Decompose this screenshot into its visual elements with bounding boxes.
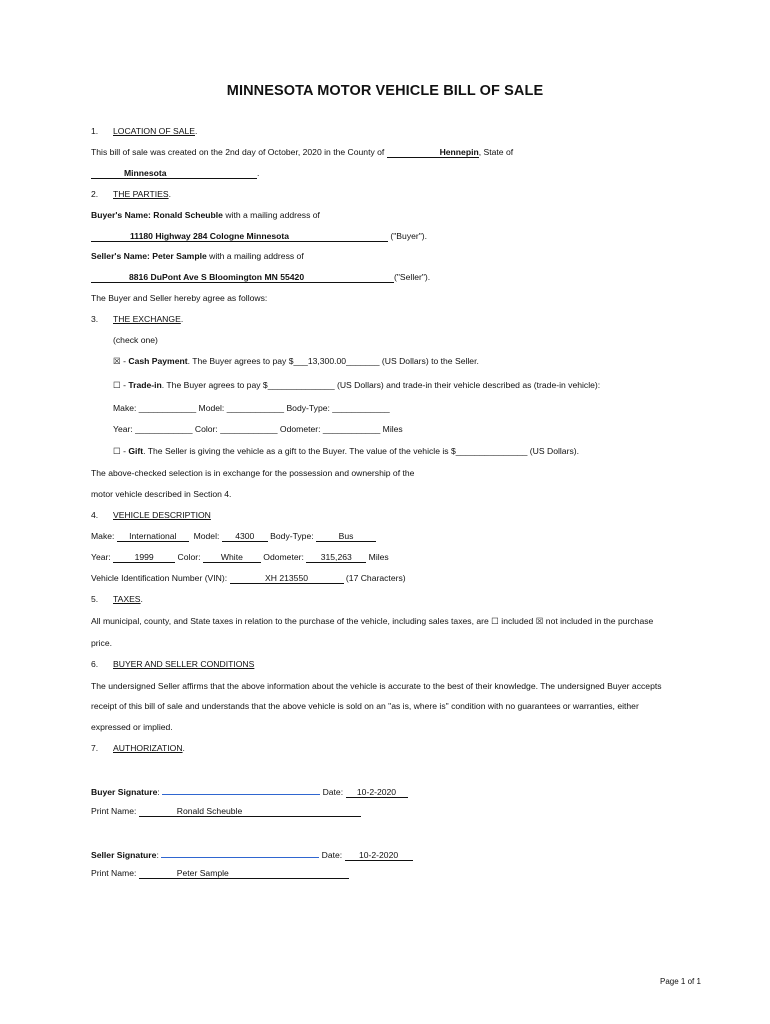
section-5-heading: 5. TAXES. (91, 594, 143, 604)
vehicle-make-line (91, 531, 376, 542)
buyer-date-value: 10-2-2020 (346, 787, 408, 798)
buyer-print-line (91, 806, 361, 817)
seller-name-value: Peter Sample (152, 251, 207, 261)
color-value: White (203, 552, 261, 563)
seller-address-value: 8816 DuPont Ave S Bloomington MN 55420 (91, 272, 394, 283)
trade-in-option: ☐ - Trade-in. The Buyer agrees to pay $______________ (US Dollars) and trade-in their vehicle described as (trade-in vehicle): (113, 380, 601, 390)
section-title: THE EXCHANGE (113, 314, 181, 324)
section-4-heading (91, 510, 211, 520)
make-label: Make: (91, 531, 115, 541)
print-name-label: Print Name: (91, 806, 137, 816)
sale-location-line (91, 147, 513, 158)
vin-value: XH 213550 (230, 573, 344, 584)
odometer-label: Odometer: (263, 552, 304, 562)
seller-signature-line: Seller Signature: Date: 10-2-2020 (91, 848, 413, 861)
not-included-checkbox[interactable]: ☒ (535, 616, 544, 626)
vin-label: Vehicle Identification Number (VIN): (91, 573, 228, 583)
buyer-print-value: Ronald Scheuble (139, 806, 361, 817)
trade-vehicle-line-1: Make: ____________ Model: ____________ Body-Type: ____________ (113, 403, 390, 413)
color-label: Color: (177, 552, 201, 562)
section-title: AUTHORIZATION (113, 743, 183, 753)
agreement-text: The Buyer and Seller hereby agree as follows: (91, 293, 268, 303)
date-label: Date: (322, 787, 344, 797)
section-title: VEHICLE DESCRIPTION (113, 510, 211, 520)
cash-label: Cash Payment (128, 356, 188, 366)
exchange-note-1: The above-checked selection is in exchange for the possession and ownership of the (91, 468, 415, 478)
cash-text: . The Buyer agrees to pay $___ (187, 356, 308, 366)
buyer-tag: ("Buyer"). (390, 231, 428, 241)
model-value: 4300 (222, 531, 268, 542)
seller-name-line (91, 251, 304, 261)
seller-signature-label: Seller Signature (91, 850, 157, 860)
section-title: TAXES (113, 594, 141, 604)
model-label: Model: (193, 531, 220, 541)
mailing-text: with a mailing address of (225, 210, 320, 220)
section-1-heading: 1. LOCATION OF SALE. (91, 126, 198, 136)
taxes-text: All municipal, county, and State taxes in relation to the purchase of the vehicle, including sales taxes, are (91, 616, 489, 626)
exchange-note-2: motor vehicle described in Section 4. (91, 489, 232, 499)
section-title: LOCATION OF SALE (113, 126, 195, 136)
date-label: Date: (321, 850, 343, 860)
taxes-line (91, 616, 653, 627)
page-number: Page 1 of 1 (660, 977, 701, 986)
buyer-name-label: Buyer's Name: (91, 210, 151, 220)
seller-print-line (91, 868, 349, 879)
odometer-value: 315,263 (306, 552, 366, 563)
state-line: Minnesota . (91, 168, 259, 179)
body-type-value: Bus (316, 531, 376, 542)
buyer-signature-field[interactable] (162, 785, 320, 795)
not-included-label: not included in the purchase (545, 616, 654, 626)
section-number: 6. (91, 659, 99, 669)
taxes-line-2: price. (91, 638, 113, 648)
cash-amount: 13,300.00 (307, 356, 347, 366)
gift-text: . The Seller is giving the vehicle as a gift to the Buyer. The value of the vehicle is $_______________ (US Dollars). (143, 446, 579, 456)
included-label: included (501, 616, 534, 626)
seller-print-value: Peter Sample (139, 868, 349, 879)
seller-tag: ("Seller"). (394, 272, 431, 282)
sale-date-text: This bill of sale was created on the 2nd day of October, 2020 in the County of (91, 147, 385, 157)
section-number: 4. (91, 510, 99, 520)
section-2-heading: 2. THE PARTIES. (91, 189, 171, 199)
vehicle-year-line (91, 552, 389, 563)
section-number: 7. (91, 743, 99, 753)
county-value: Hennepin (387, 147, 479, 158)
conditions-line-2: receipt of this bill of sale and understands that the above vehicle is sold on an "as is, where is" condition with no guarantees or warranties, either (91, 701, 639, 711)
gift-checkbox[interactable]: ☐ (113, 446, 121, 456)
section-title: THE PARTIES (113, 189, 169, 199)
cash-payment-option: ☒ - Cash Payment. The Buyer agrees to pay $___13,300.00_______ (US Dollars) to the Seller. (113, 356, 479, 366)
trade-label: Trade-in (128, 380, 162, 390)
year-value: 1999 (113, 552, 175, 563)
state-value: Minnesota (91, 168, 257, 179)
print-name-label: Print Name: (91, 868, 137, 878)
miles-label: Miles (368, 552, 389, 562)
vin-line (91, 573, 406, 584)
section-number: 2. (91, 189, 99, 199)
cash-checkbox[interactable]: ☒ (113, 356, 121, 366)
mailing-text: with a mailing address of (209, 251, 304, 261)
vin-note: (17 Characters) (345, 573, 406, 583)
trade-vehicle-line-2: Year: ____________ Color: ____________ Odometer: ____________ Miles (113, 424, 403, 434)
trade-text: . The Buyer agrees to pay $______________ (US Dollars) and trade-in their vehicle described as (trade-in vehicle): (161, 380, 601, 390)
buyer-signature-line: Buyer Signature: Date: 10-2-2020 (91, 785, 408, 798)
seller-name-label: Seller's Name: (91, 251, 150, 261)
state-label: , State of (478, 147, 514, 157)
gift-label: Gift (128, 446, 144, 456)
buyer-name-line (91, 210, 320, 220)
section-6-heading (91, 659, 254, 669)
conditions-line-1: The undersigned Seller affirms that the above information about the vehicle is accurate to the best of their knowledge. The undersigned Buyer accepts (91, 681, 662, 691)
conditions-line-3: expressed or implied. (91, 722, 173, 732)
buyer-address-line (91, 231, 427, 242)
gift-option: ☐ - Gift. The Seller is giving the vehicle as a gift to the Buyer. The value of the vehicle is $_______________ (US Dollars). (113, 446, 579, 456)
trade-checkbox[interactable]: ☐ (113, 380, 121, 390)
buyer-signature-label: Buyer Signature (91, 787, 158, 797)
year-label: Year: (91, 552, 111, 562)
seller-address-line (91, 272, 430, 283)
cash-text-tail: _______ (US Dollars) to the Seller. (346, 356, 479, 366)
document-title: MINNESOTA MOTOR VEHICLE BILL OF SALE (226, 83, 544, 99)
section-7-heading: 7. AUTHORIZATION. (91, 743, 185, 753)
section-number: 3. (91, 314, 99, 324)
make-value: International (117, 531, 189, 542)
section-number: 1. (91, 126, 99, 136)
seller-signature-field[interactable] (161, 848, 319, 858)
body-type-label: Body-Type: (270, 531, 314, 541)
check-one-text: (check one) (113, 335, 158, 345)
section-3-heading: 3. THE EXCHANGE. (91, 314, 184, 324)
buyer-name-value: Ronald Scheuble (153, 210, 223, 220)
included-checkbox[interactable]: ☐ (491, 616, 499, 626)
section-number: 5. (91, 594, 99, 604)
section-title: BUYER AND SELLER CONDITIONS (113, 659, 255, 669)
seller-date-value: 10-2-2020 (345, 850, 413, 861)
buyer-address-value: 11180 Highway 284 Cologne Minnesota (91, 231, 388, 242)
